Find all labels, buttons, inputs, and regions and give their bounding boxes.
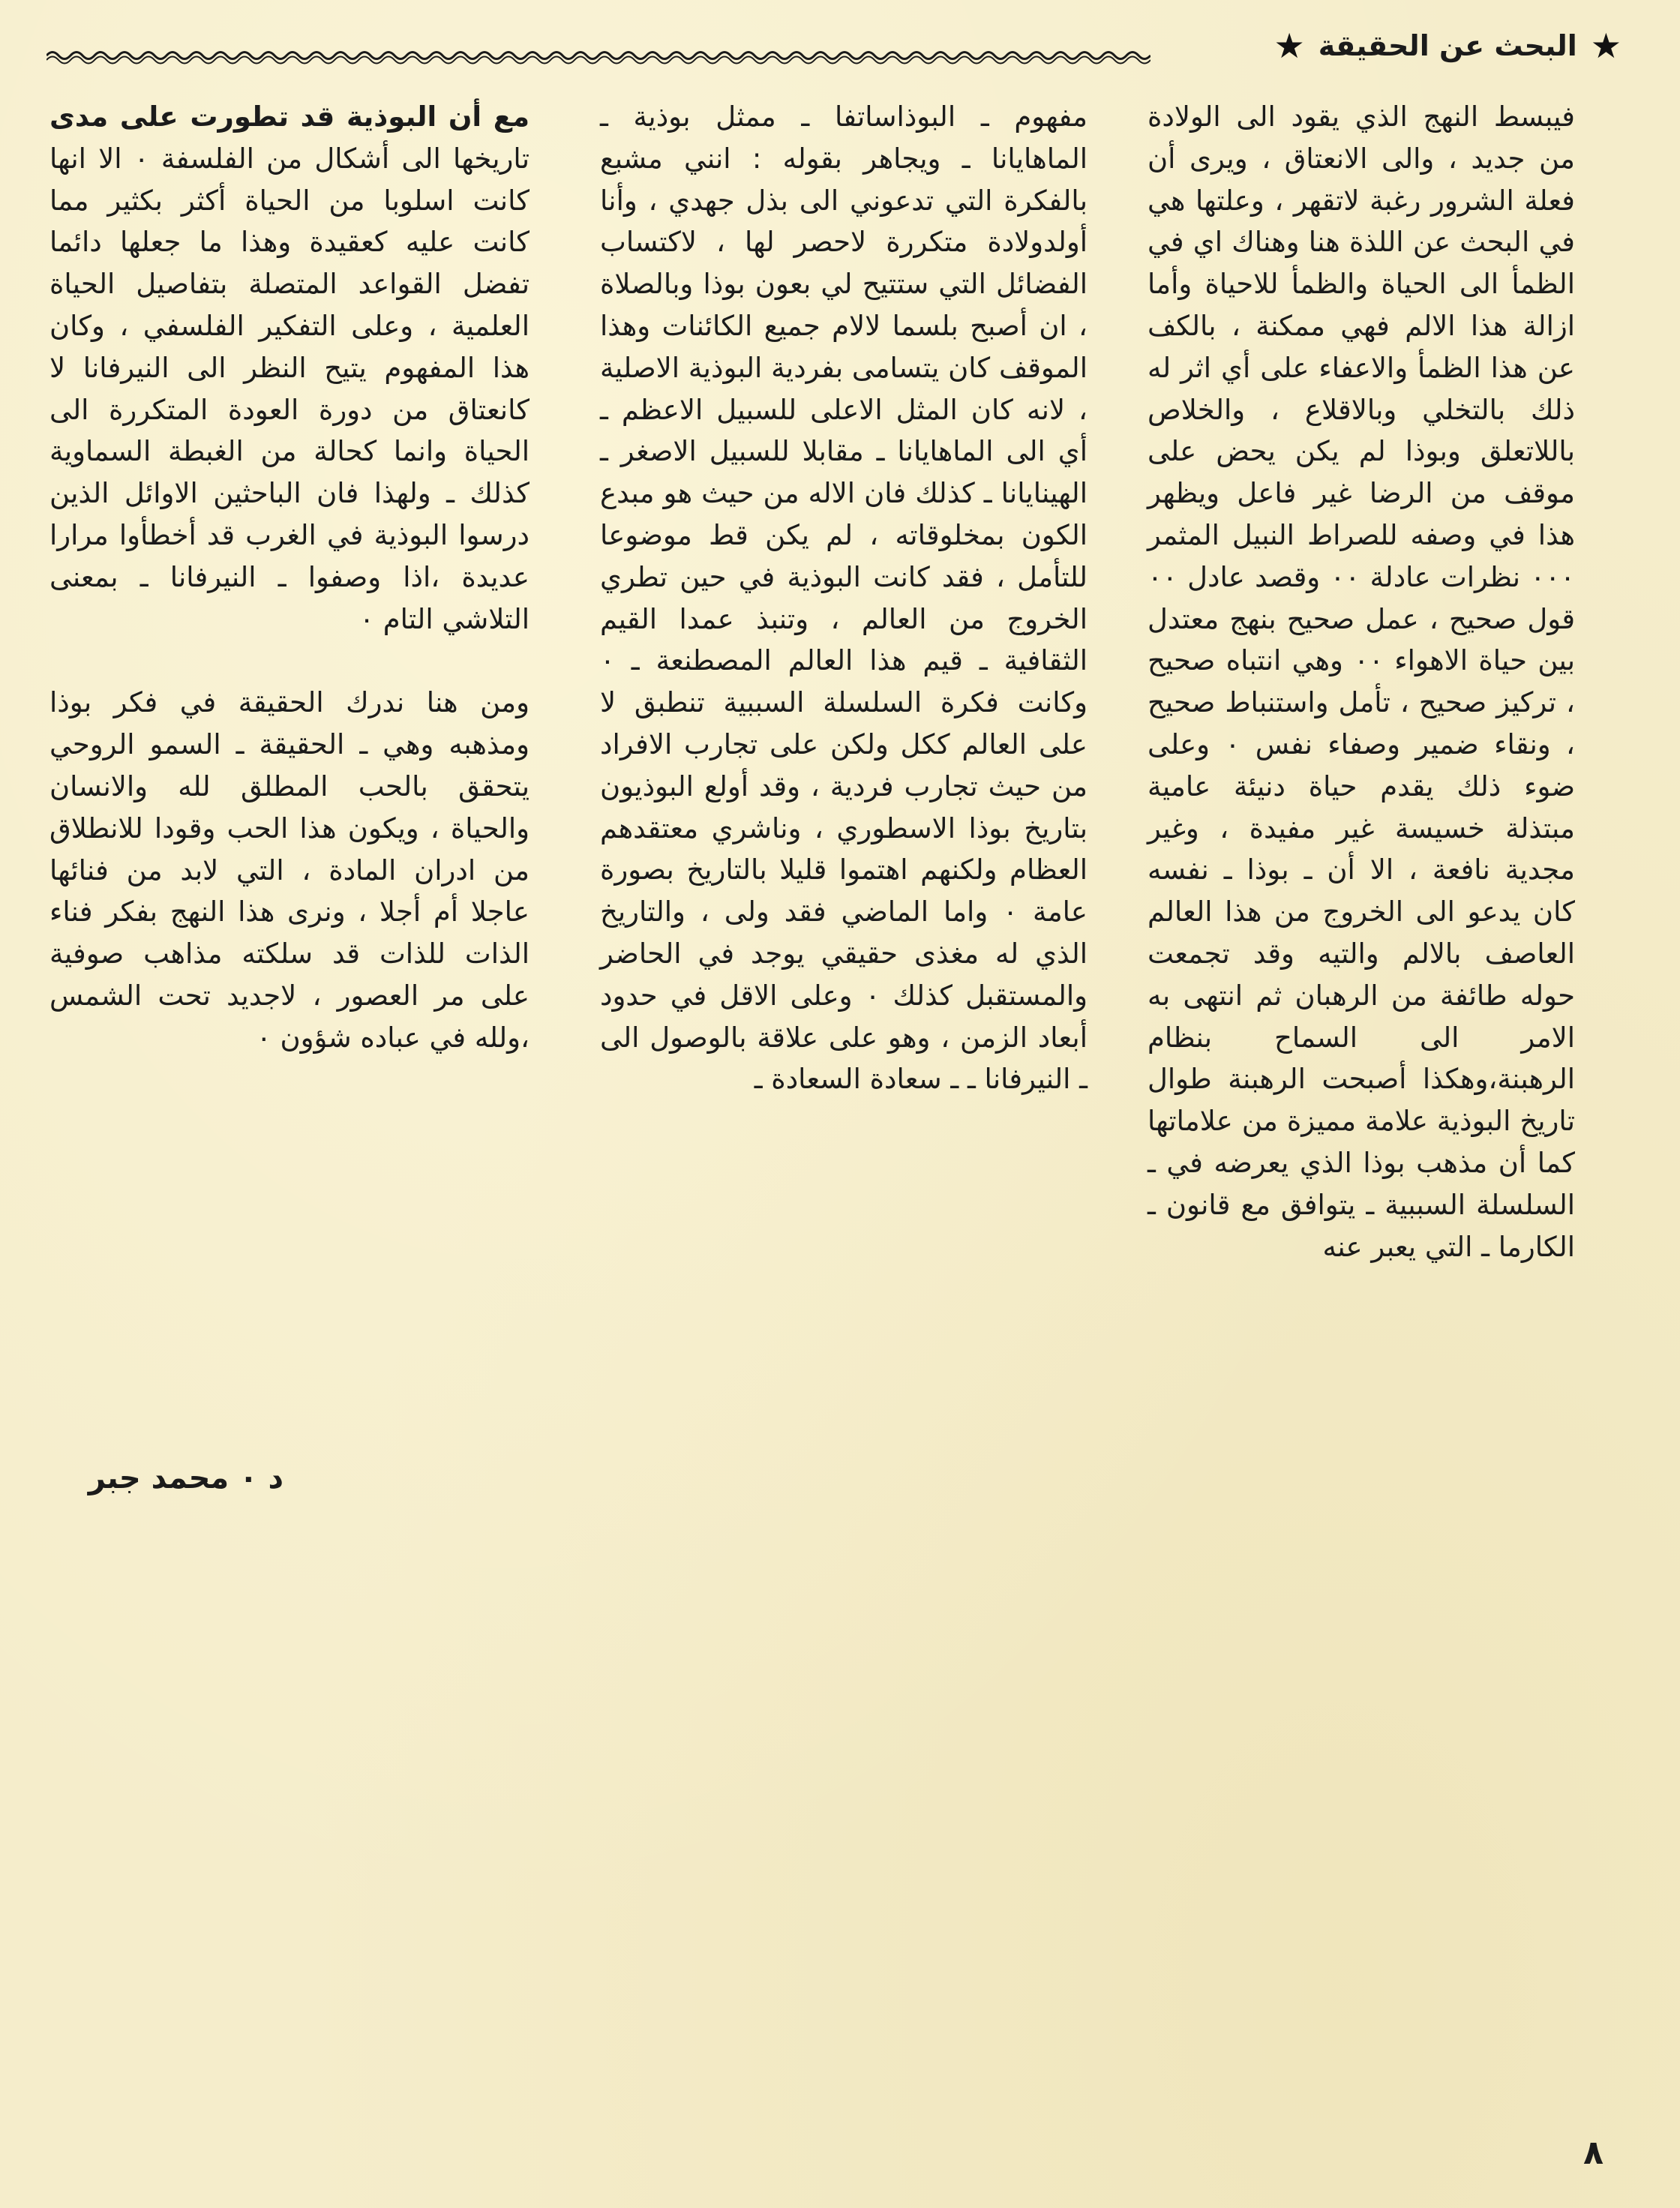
column-right-text: فيبسط النهج الذي يقود الى الولادة من جديد ، والى الانعتاق ، ويرى أن فعلة الشرور رغبة لاتقهر ، وعلتها هي في البحث عن اللذة هنا وهناك اي في الظمأ الى الحياة والظمأ للاحياة وأما ازالة هذا الالم فهي ممكنة ، بالكف عن هذا الظمأ والاعفاء على أي اثر له ذلك بالتخلي وبالاقلاع ، والخلاص باللاتعلق وبوذا لم يكن يحض على موقف من الرضا غير فاعل ويظهر هذا في وصفه للصراط النبيل المثمر ٠٠٠ نظرات عادلة ٠٠ وقصد عادل ٠٠ قول صحيح ، عمل صحيح بنهج معتدل بين حياة الاهواء ٠٠ وهي انتباه صحيح ، تركيز صحيح ، تأمل واستنباط صحيح ، ونقاء ضمير وصفاء نفس ٠ وعلى ضوء ذلك يقدم حياة دنيئة عامية مبتذلة خسيسة غير مفيدة ، وغير مجدية نافعة ، الا أن ـ بوذا ـ نفسه كان يدعو الى الخروج من هذا العالم العاصف بالالم والتيه وقد تجمعت حوله طائفة من الرهبان ثم انتهى به الامر الى السماح بنظام الرهبنة،وهكذا أصبحت الرهبنة طوال تاريخ البوذية علامة مميزة من علاماتها كما أن مذهب بوذا الذي يعرضه في ـ السلسلة السببية ـ يتوافق مع قانون ـ الكارما ـ التي يعبر عنه xyxy=(1148,100,1575,1263)
article-column-middle xyxy=(600,96,1088,1100)
star-icon: ★ xyxy=(1590,26,1622,66)
column-left-paragraph-2: ومن هنا ندرك الحقيقة في فكر بوذا ومذهبه وهي ـ الحقيقة ـ السمو الروحي يتحقق بالحب المطلق لله والانسان والحياة ، ويكون هذا الحب وقودا للانطلاق من ادران المادة ، التي لابد من فنائها عاجلا أم أجلا ، ونرى هذا النهج بفكر فناء الذات للذات قد سلكته مذاهب صوفية على مر العصور ، لاجديد تحت الشمس ،ولله في عباده شؤون ٠ xyxy=(50,686,530,1054)
header-title: البحث عن الحقيقة xyxy=(1318,29,1577,62)
star-icon: ★ xyxy=(1274,26,1305,66)
author-signature: د ٠ محمد جبر xyxy=(88,1461,284,1496)
page-number: ٨ xyxy=(1583,2134,1604,2172)
column-left-lead: مع أن البوذية قد تطورت على مدى xyxy=(50,100,530,133)
article-column-left xyxy=(50,96,530,1059)
wavy-divider-line xyxy=(46,46,1150,64)
column-middle-text: مفهوم ـ البوذاساتفا ـ ممثل بوذية ـ الماهايانا ـ ويجاهر بقوله : انني مشبع بالفكرة التي تدعوني الى بذل جهدي ، وأنا أولدولادة متكررة لاحصر لها ، لاكتساب الفضائل التي ستتيح لي بعون بوذا وبالصلاة ، ان أصبح بلسما لالام جميع الكائنات وهذا الموقف كان يتسامى بفردية البوذية الاصلية ، لانه كان المثل الاعلى للسبيل الاعظم ـ أي الى الماهايانا ـ مقابلا للسبيل الاصغر ـ الهينايانا ـ كذلك فان الاله من حيث هو مبدع الكون بمخلوقاته ، لم يكن قط موضوعا للتأمل ، فقد كانت البوذية في حين تطري الخروج من العالم ، وتنبذ عمدا القيم الثقافية ـ قيم هذا العالم المصطنعة ـ ٠ وكانت فكرة السلسلة السببية تنطبق لا على العالم ككل ولكن على تجارب الافراد من حيث تجارب فردية ، وقد أولع البوذيون بتاريخ بوذا الاسطوري ، وناشري معتقدهم العظام ولكنهم اهتموا قليلا بالتاريخ بصورة عامة ٠ واما الماضي فقد ولى ، والتاريخ الذي له مغذى حقيقي يوجد في الحاضر والمستقبل كذلك ٠ وعلى الاقل في حدود أبعاد الزمن ، وهو على علاقة بالوصول الى ـ النيرفانا ـ ـ سعادة السعادة ـ xyxy=(600,100,1088,1096)
running-header xyxy=(1274,26,1622,66)
column-left-paragraph-1: تاريخها الى أشكال من الفلسفة ٠ الا انها كانت اسلوبا من الحياة أكثر بكثير مما كانت عليه كعقيدة وهذا ما جعلها دائما تفضل القواعد المتصلة بتفاصيل الحياة العلمية ، وعلى التفكير الفلسفي ، وكان هذا المفهوم يتيح النظر الى النيرفانا لا كانعتاق من دورة العودة المتكررة الى الحياة وانما كحالة من الغبطة السماوية كذلك ـ ولهذا فان الباحثين الاوائل الذين درسوا البوذية في الغرب قد أخطأوا مرارا عديدة ،اذا وصفوا ـ النيرفانا ـ بمعنى التلاشي التام ٠ xyxy=(50,142,530,635)
paragraph-spacer xyxy=(50,640,530,682)
article-column-right xyxy=(1148,96,1575,1268)
